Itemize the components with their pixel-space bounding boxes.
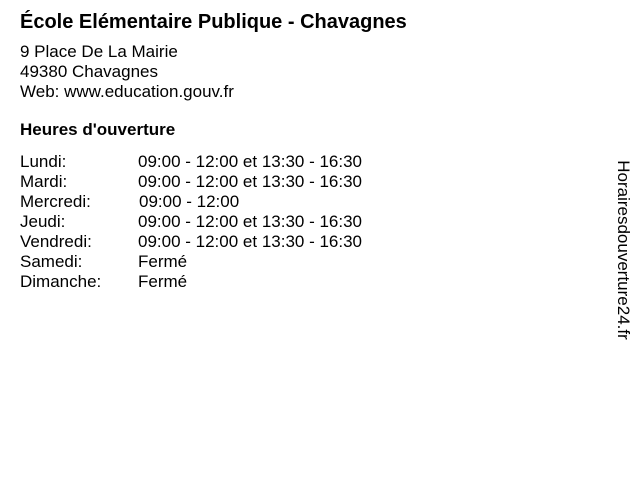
opening-hours-heading: Heures d'ouverture xyxy=(20,120,176,139)
day-label: Mercredi: xyxy=(20,192,91,211)
day-label: Lundi: xyxy=(20,152,67,171)
hours-row-thursday xyxy=(20,212,600,232)
day-label: Dimanche: xyxy=(20,272,102,291)
day-hours: 09:00 - 12:00 et 13:30 - 16:30 xyxy=(138,172,363,191)
business-card xyxy=(20,8,600,292)
hours-row-sunday xyxy=(20,272,600,292)
business-address xyxy=(20,42,600,102)
day-hours: 09:00 - 12:00 et 13:30 - 16:30 xyxy=(138,212,363,231)
day-hours: 09:00 - 12:00 et 13:30 - 16:30 xyxy=(138,152,363,171)
hours-row-wednesday xyxy=(20,192,600,212)
hours-row-friday xyxy=(20,232,600,252)
website-line xyxy=(20,82,600,102)
day-hours: Fermé xyxy=(138,252,188,271)
opening-hours-list xyxy=(20,152,600,292)
website-label: Web: xyxy=(20,82,60,101)
site-brand-watermark[interactable]: Horairesdouverture24.fr xyxy=(614,160,633,340)
day-label: Vendredi: xyxy=(20,232,92,251)
day-hours: 09:00 - 12:00 xyxy=(139,192,240,211)
day-label: Mardi: xyxy=(20,172,68,191)
address-street: 9 Place De La Mairie xyxy=(20,42,178,61)
hours-row-monday xyxy=(20,152,600,172)
website-link[interactable]: www.education.gouv.fr xyxy=(64,82,234,101)
hours-row-saturday xyxy=(20,252,600,272)
business-name: École Elémentaire Publique - Chavagnes xyxy=(20,11,407,33)
day-hours: Fermé xyxy=(138,272,188,291)
day-label: Jeudi: xyxy=(20,212,66,231)
hours-row-tuesday xyxy=(20,172,600,192)
address-city: 49380 Chavagnes xyxy=(20,62,159,81)
day-label: Samedi: xyxy=(20,252,83,271)
day-hours: 09:00 - 12:00 et 13:30 - 16:30 xyxy=(138,232,363,251)
